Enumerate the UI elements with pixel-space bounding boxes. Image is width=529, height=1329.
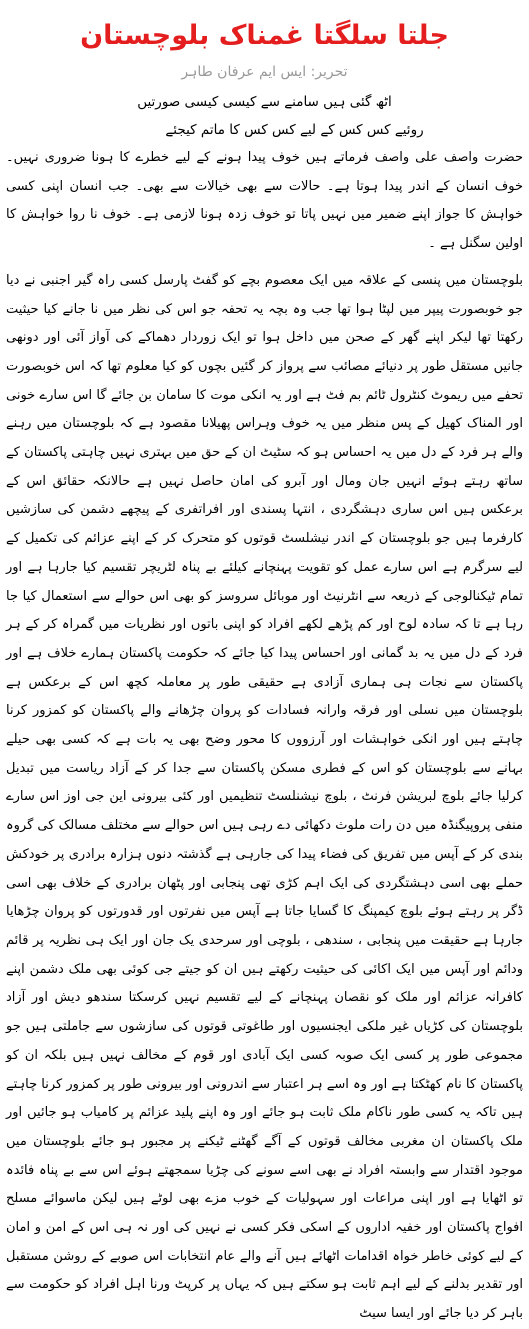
article-byline: تحریر: ایس ایم عرفان طاہر xyxy=(181,64,348,80)
article-title: جلتا سلگتا غمناک بلوچستان xyxy=(80,20,449,51)
couplet-line: اٹھ گئی ہیں سامنے سے کیسی کیسی صورتیں xyxy=(137,94,392,110)
couplet-line: روئیے کس کس کے لیے کس کس کا ماتم کیجئے xyxy=(165,122,424,138)
paragraph: بلوچستان میں پنسی کے علاقہ میں ایک معصوم بچے کو گفٹ پارسل کسی راہ گیر اجنبی نے دیا جو خوبصورت پیپر میں لپٹا ہوا تھا جب وہ بچہ یہ تحفہ جو اس کی نظر میں نا جانے کیا حیثیت رکھتا تھا لیکر اپنے گھر کے صحن میں داخل ہوا تو ایک زوردار دھماکے کی آواز آئی اور دونھی جانیں مستقل طور پر دنیائے مصائب سے پرواز کر گئیں بچوں کو کیا معلوم تھا کہ اس خوبصورت تحفے میں ریموٹ کنٹرول ٹائم بم فٹ ہے اور یہ انکی موت کا سامان بن جائے گا اس سارے خونی اور المناک کھیل کے پس منظر میں یہ خوف وہراس پھیلانا مقصود ہے کہ بلوچستان میں رہنے والے ہر فرد کے دل میں یہ احساس ہو کہ سٹیٹ ان کے حق میں بہتری نہیں چاہتی پاکستان کے ساتھ رہتے ہوئے انہیں جان ومال اور آبرو کی امان حاصل نہیں ہے حالانکہ حقائق اس کے برعکس ہیں اس ساری دہشگردی ، انتہا پسندی اور افراتفری کے پیچھے دشمن کی سازشیں کارفرما ہیں جو بلوچستان کے اندر نیشلسٹ قوتوں کو متحرک کر کے اپنے عزائم کی تکمیل کے لیے سرگرم ہے اس سارے عمل کو تقویت پہنچانے کیلئے بے پناہ لٹریچر تقسیم کیا جارہا ہے اور تمام ٹیکنالوجی کے ذریعہ سے انٹرنیٹ اور موبائل سروسز کو بھی اس حوالے سے استعمال کیا جا رہا ہے تا کہ سادہ لوح اور کم پڑھے لکھے افراد کو اپنی باتوں اور نظریات میں گمراہ کر کے ہر فرد کے دل میں یہ بد گمانی اور احساس پیدا کیا جائے کہ حکومت پاکستان ہمارے خلاف ہے اور پاکستان سے نجات ہی ہماری آزادی ہے حقیقی طور پر معاملہ کچھ اس کے برعکس ہے بلوچستان میں نسلی اور فرقہ وارانہ فسادات کو پروان چڑھانے والے پاکستان کو کمزور کرنا چاہتے ہیں اور انکی خواہشات اور آرزووں کا محور وضح بھی یہ بات ہے کہ کسی بھی حیلے بہانے سے بلوچستان کو اس کے فطری مسکن پاکستان سے جدا کر کے آزاد ریاست میں تبدیل کرلیا جائے بلوچ لبریشن فرنٹ ، بلوچ نیشنلسٹ تنظیمیں اور کئی بیرونی این جی اوز اس سارے منفی پروپیگنڈہ میں دن رات ملوث دکھائی دے رہی ہیں اس حوالے سے مختلف مسالک کی گروہ بندی کر کے آپس میں تفریق کی فضاء پیدا کی جارہی ہے گذشتہ دنوں ہزارہ برادری پر خودکش حملے بھی اسی دہشتگردی کی ایک اہم کڑی تھی پنجابی اور پٹھان برادری کے خلاف بھی اسی ڈگر پر رہتے ہوئے بلوچ کیمپنگ کا گسایا جاتا ہے آپس میں نفرتوں اور قدورتوں کو پروان چڑھایا جارہا ہے حقیقت میں پنجابی ، سندھی ، بلوچی اور سرحدی یک جان اور ایک ہی نظریہ پر قائم ودائم اور آپس میں ایک اکائی کی حیثیت رکھتے ہیں ان کو جیتے جی کوئی بھی ملک دشمن اپنے کافرانہ عزائم اور ملک کو نقصان پہنچانے کے لیے تقسیم نہیں کرسکتا سندھو دیش اور آزاد بلوچستان کی کڑیاں غیر ملکی ایجنسیوں اور طاغوتی قوتوں کی سازشوں سے جاملتی ہیں جو مجموعی طور پر کسی ایک صوبہ کسی ایک آبادی اور قوم کے مخالف نہیں ہیں بلکہ ان کو پاکستان کا نام کھٹکتا ہے اور وہ اسے ہر اعتبار سے اندرونی اور بیرونی طور پر کمزور کرنا چاہتے ہیں تاکہ یہ کسی طور ناکام ملک ثابت ہو جائے اور وہ اپنے پلید عزائم پر کامیاب ہو جائیں اور ملک پاکستان ان مغربی مخالف قوتوں کے آگے گھٹنے ٹیکنے پر مجبور ہو جائے بلوچستان میں موجود اقتدار سے وابستہ افراد نے بھی اسے سونے کی چڑیا سمجھتے ہوئے اس سے بے پناہ فائدہ تو اٹھایا ہے اور اپنی مراعات اور سہولیات کے خوب مزے بھی لوٹے ہیں لیکن ماسوائے مسلح افواج پاکستان اور خفیہ اداروں کے اسکی فکر کسی نے نہیں کی اور نہ ہی اس کے امن و امان کے لیے کوئی خاطر خواہ اقدامات اٹھائے ہیں آنے والے عام انتخابات اس صوبے کے روشن مستقبل اور تقدیر بدلنے کے لیے اہم ثابت ہو سکتے ہیں کہ یہاں پر کرپٹ ورنا اہل افراد کو حکومت سے باہر کر دیا جائے اور ایسا سیٹ xyxy=(6,272,523,1322)
paragraph: حضرت واصف علی واصف فرماتے ہیں خوف پیدا ہونے کے لیے خطرے کا ہونا ضروری نہیں۔ خوف انسان کے اندر پیدا ہوتا ہے۔ حالات سے بھی خیالات سے بھی۔ جب انسان اپنی کسی خواہش کا جواز اپنے ضمیر میں نہیں پاتا تو خوف زدہ ہونا لازمی ہے۔ خوف نا روا خواہش کا اولین سگنل ہے ۔ xyxy=(6,150,523,252)
couplet xyxy=(6,88,523,144)
